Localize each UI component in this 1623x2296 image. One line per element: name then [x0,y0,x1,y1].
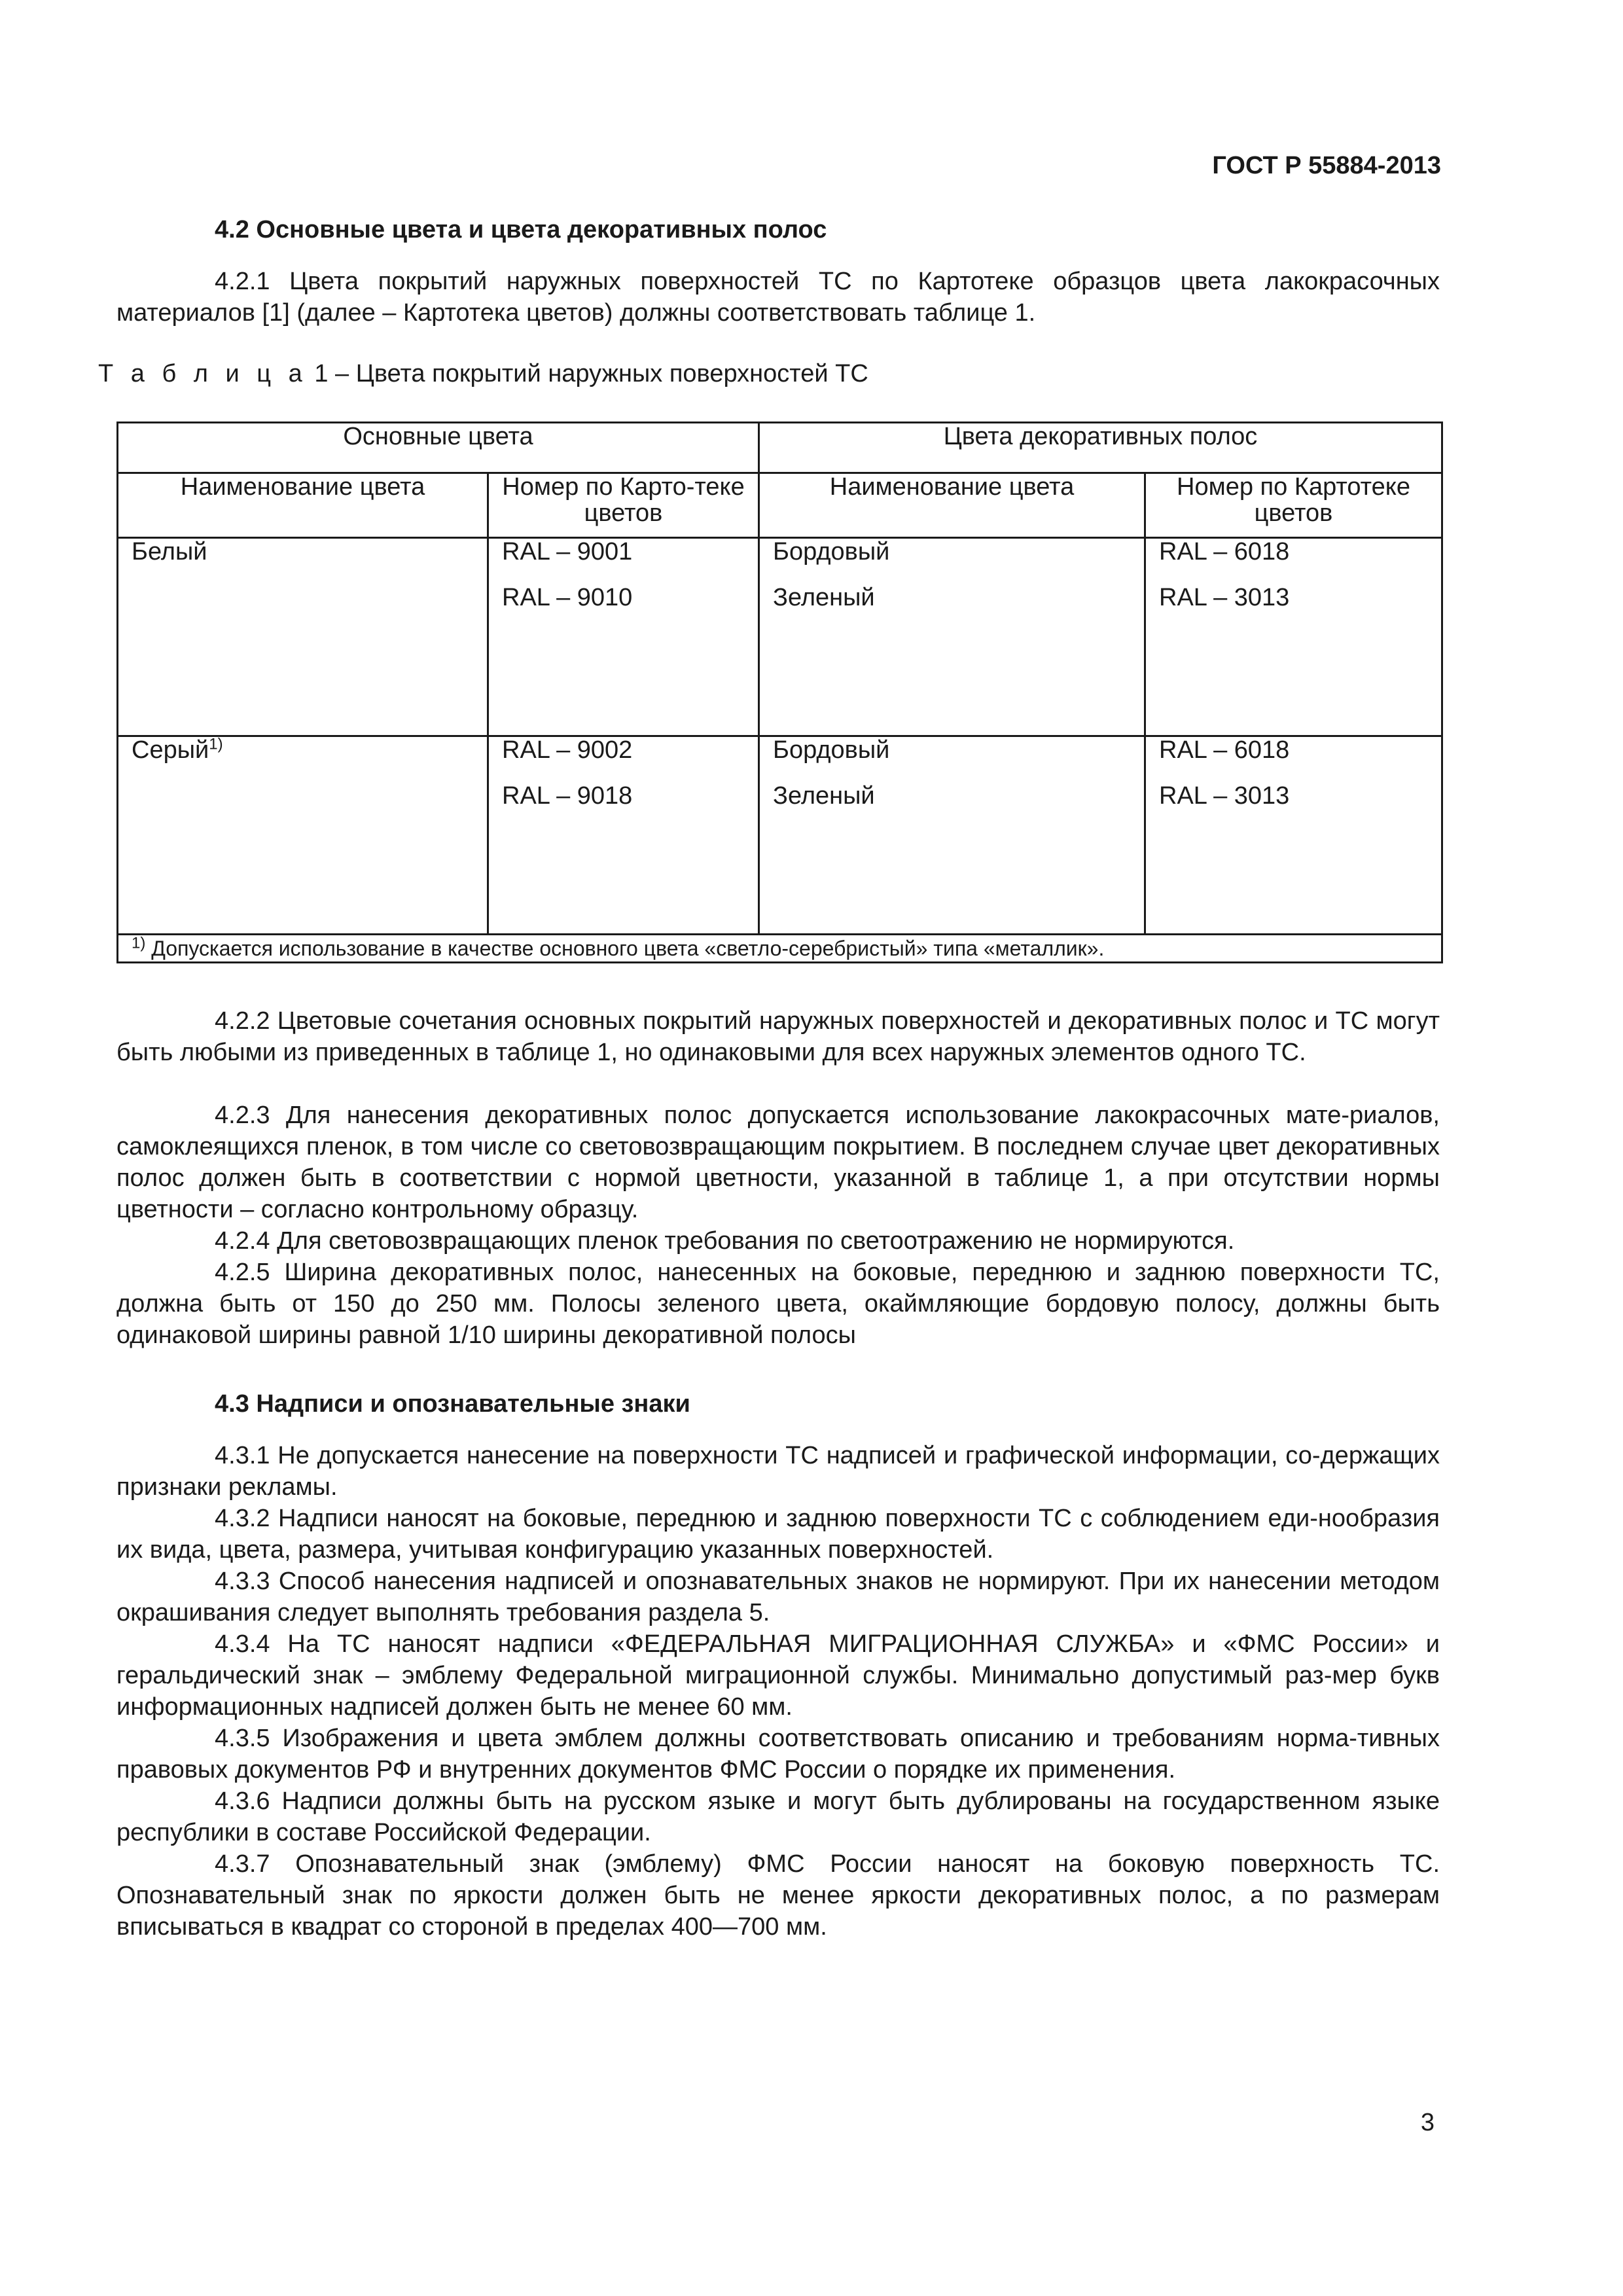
paragraph-4-2-4: 4.2.4 Для световозвращающих пленок требования по светоотражению не нормируются. [215,1227,1235,1255]
cell-decor-codes: RAL – 6018 RAL – 3013 [1145,736,1442,935]
cell-main-codes: RAL – 9001 RAL – 9010 [488,538,759,736]
table-group-header-row [118,423,1442,473]
col-header-name-decor: Наименование цвета [759,473,1145,538]
cell-main-color: Серый$^{1)}$ [118,736,488,935]
group-main-colors: Основные цвета [118,423,759,473]
table-caption: Т а б л и ц а 1 – Цвета покрытий наружных поверхностей ТС [98,360,868,387]
paragraph-4-3-6: 4.3.6 Надписи должны быть на русском языке и могут быть дублированы на государственном языке республики в составе Российской Федерации. [116,1787,1440,1846]
cell-main-color: Белый [118,538,488,736]
document-header: ГОСТ Р 55884-2013 [1212,152,1441,179]
cell-decor-colors: Бордовый Зеленый [759,736,1145,935]
paragraph-4-3-2: 4.3.2 Надписи наносят на боковые, переднюю и заднюю поверхности ТС с соблюдением еди-нообразия их вида, цвета, размера, учитывая конфигурацию указанных поверхностей. [116,1505,1440,1564]
footnote-marker: 1) [209,735,223,753]
table-footnote-row [118,935,1442,963]
cell-decor-codes: RAL – 6018 RAL – 3013 [1145,538,1442,736]
table-row [118,538,1442,736]
paragraph-4-3-7: 4.3.7 Опознавательный знак (эмблему) ФМС России наносят на боковую поверхность ТС. Опознавательный знак по яркости должен быть не менее яркости декоративных полос, а по размерам вписываться в квадрат со стороной в пределах 400—700 мм. [116,1850,1440,1941]
col-header-name: Наименование цвета [118,473,488,538]
table-column-header-row [118,473,1442,538]
cell-decor-colors: Бордовый Зеленый [759,538,1145,736]
paragraph-4-2-1: 4.2.1 Цвета покрытий наружных поверхностей ТС по Картотеке образцов цвета лакокрасочных материалов [1] (далее – Картотека цветов) должны соответствовать таблице 1. [116,268,1440,327]
group-decor-colors: Цвета декоративных полос [759,423,1442,473]
col-header-number-decor: Номер по Картотеке цветов [1145,473,1442,538]
col-header-number: Номер по Карто-теке цветов [488,473,759,538]
paragraph-4-3-1: 4.3.1 Не допускается нанесение на поверхности ТС надписей и графической информации, со-держащих признаки рекламы. [116,1442,1440,1501]
cell-main-codes: RAL – 9002 RAL – 9018 [488,736,759,935]
paragraph-4-2-2: 4.2.2 Цветовые сочетания основных покрытий наружных поверхностей и декоративных полос и ТС могут быть любыми из приведенных в таблице 1, но одинаковыми для всех наружных элементов одного ТС. [116,1007,1440,1066]
page-number: 3 [1420,2109,1435,2136]
paragraph-4-3-5: 4.3.5 Изображения и цвета эмблем должны соответствовать описанию и требованиям норма-тивных правовых документов РФ и внутренних документов ФМС России о порядке их применения. [116,1725,1440,1784]
section-title-4-3: 4.3 Надписи и опознавательные знаки [215,1390,690,1418]
table-row [118,736,1442,935]
section-title-4-2: 4.2 Основные цвета и цвета декоративных полос [215,216,827,243]
table-footnote: $^{1)}$ Допускается использование в качестве основного цвета «светло-серебристый» типа «металлик». [118,935,1442,963]
paragraph-4-2-3: 4.2.3 Для нанесения декоративных полос допускается использование лакокрасочных мате-риалов, самоклеящихся пленок, в том числе со световозвращающим покрытием. В последнем случае цвет декоративных полос должен быть в соответствии с нормой цветности, указанной в таблице 1, а при отсутствии нормы цветности – согласно контрольному образцу. [116,1102,1440,1223]
paragraph-4-2-5: 4.2.5 Ширина декоративных полос, нанесенных на боковые, переднюю и заднюю поверхности ТС, должна быть от 150 до 250 мм. Полосы зеленого цвета, окаймляющие бордовую полосу, должны быть одинаковой ширины равной 1/10 ширины декоративной полосы [116,1259,1440,1349]
colors-table [116,422,1443,963]
paragraph-4-3-3: 4.3.3 Способ нанесения надписей и опознавательных знаков не нормируют. При их нанесении методом окрашивания следует выполнять требования раздела 5. [116,1568,1440,1626]
paragraph-4-3-4: 4.3.4 На ТС наносят надписи «ФЕДЕРАЛЬНАЯ МИГРАЦИОННАЯ СЛУЖБА» и «ФМС России» и геральдический знак – эмблему Федеральной миграционной службы. Минимально допустимый раз-мер букв информационных надписей должен быть не менее 60 мм. [116,1630,1440,1721]
